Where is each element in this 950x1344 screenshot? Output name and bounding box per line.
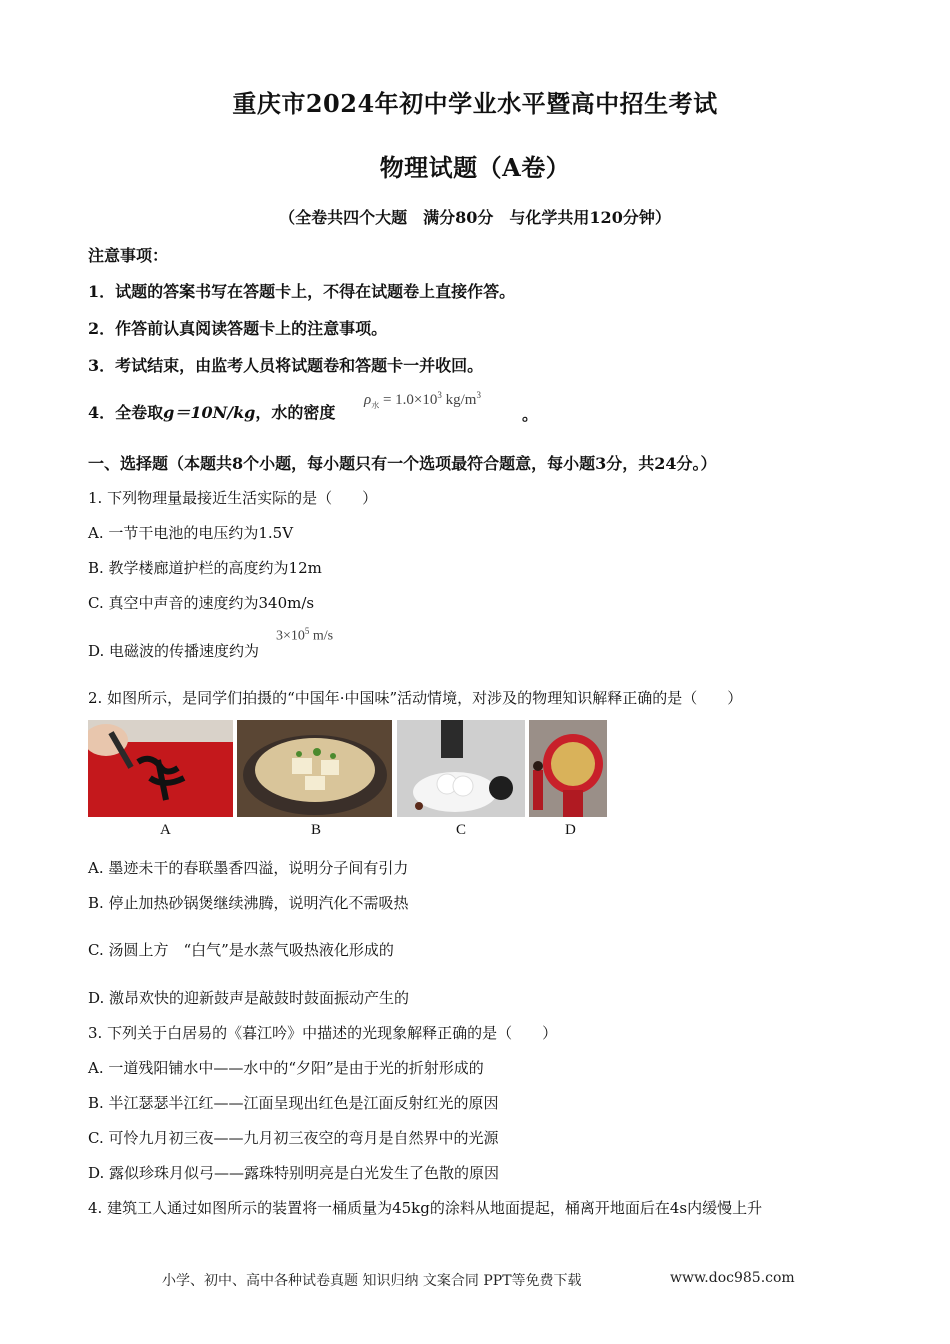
density-unit-exponent: 3 (476, 390, 481, 400)
water-density-formula (364, 390, 481, 411)
q3-option-b: B. 半江瑟瑟半江红——江面呈现出红色是江面反射红光的原因 (88, 1094, 499, 1112)
question-1-stem: 1. 下列物理量最接近生活实际的是（ ） (88, 489, 378, 507)
note4-mid: ，水的密度 (255, 403, 336, 422)
q2-option-d: D. 激昂欢快的迎新鼓声是敲鼓时鼓面振动产生的 (88, 989, 410, 1007)
note-item: 2．作答前认真阅读答题卡上的注意事项。 (88, 319, 388, 338)
paper-subtitle: 物理试题（A卷） (379, 153, 571, 182)
q2-option-b: B. 停止加热砂锅煲继续沸腾，说明汽化不需吸热 (88, 894, 409, 912)
question-2-stem: 2. 如图所示，是同学们拍摄的“中国年·中国味”活动情境，对涉及的物理知识解释正确的是（ ） (88, 689, 743, 707)
note4-end: 。 (522, 405, 539, 424)
photo-c-tangyuan (397, 720, 525, 817)
em-speed-value: 3×10 (276, 628, 305, 644)
note-item: 1．试题的答案书写在答题卡上，不得在试题卷上直接作答。 (88, 282, 516, 301)
q1-option-d: D. 电磁波的传播速度约为 (88, 642, 260, 660)
em-speed-unit: m/s (309, 628, 334, 644)
note4-g: g＝10N/kg (163, 403, 256, 422)
q1-option-b: B. 教学楼廊道护栏的高度约为12m (88, 559, 322, 577)
footer-url[interactable]: www.doc985.com (670, 1270, 795, 1286)
footer-text: 小学、初中、高中各种试卷真题 知识归纳 文案合同 PPT等免费下载 (162, 1273, 582, 1289)
note-item-4 (88, 400, 335, 423)
q3-option-d: D. 露似珍珠月似弓——露珠特别明亮是白光发生了色散的原因 (88, 1164, 500, 1182)
rho-symbol: ρ (364, 392, 372, 408)
rho-subscript: 水 (371, 401, 380, 410)
density-exponent: 3 (437, 390, 442, 400)
q1-option-c: C. 真空中声音的速度约为340m/s (88, 594, 315, 612)
caption-c: C (456, 822, 467, 838)
q2-option-a: A. 墨迹未干的春联墨香四溢，说明分子间有引力 (88, 859, 409, 877)
caption-d: D (565, 822, 576, 838)
note4-prefix: 4．全卷取 (88, 403, 164, 422)
caption-a: A (160, 822, 171, 838)
q1-d-formula (276, 626, 333, 645)
q3-option-a: A. 一道残阳铺水中——水中的“夕阳”是由于光的折射形成的 (88, 1059, 484, 1077)
q1-option-a: A. 一节干电池的电压约为1.5V (88, 524, 294, 542)
question-4-stem: 4. 建筑工人通过如图所示的装置将一桶质量为45kg的涂料从地面提起，桶离开地面后在4s内缓慢上升 (88, 1199, 763, 1217)
density-unit: kg/m (441, 392, 477, 408)
exam-title: 重庆市2024年初中学业水平暨高中招生考试 (232, 89, 718, 118)
em-speed-exponent: 5 (304, 626, 310, 636)
caption-b: B (311, 822, 322, 838)
notes-heading: 注意事项： (88, 246, 169, 265)
density-value: = 1.0×10 (379, 392, 438, 408)
exam-info: （全卷共四个大题 满分80分 与化学共用120分钟） (279, 208, 671, 227)
photo-d-drum (529, 720, 607, 817)
photo-a-calligraphy (88, 720, 233, 817)
section-heading: 一、选择题（本题共8个小题，每小题只有一个选项最符合题意，每小题3分，共24分。） (88, 454, 717, 473)
photo-b-clay-pot (237, 720, 392, 817)
note-item: 3．考试结束，由监考人员将试题卷和答题卡一并收回。 (88, 356, 484, 375)
q3-option-c: C. 可怜九月初三夜——九月初三夜空的弯月是自然界中的光源 (88, 1129, 499, 1147)
q2-option-c: C. 汤圆上方 “白气”是水蒸气吸热液化形成的 (88, 941, 394, 959)
question-3-stem: 3. 下列关于白居易的《暮江吟》中描述的光现象解释正确的是（ ） (88, 1024, 558, 1042)
